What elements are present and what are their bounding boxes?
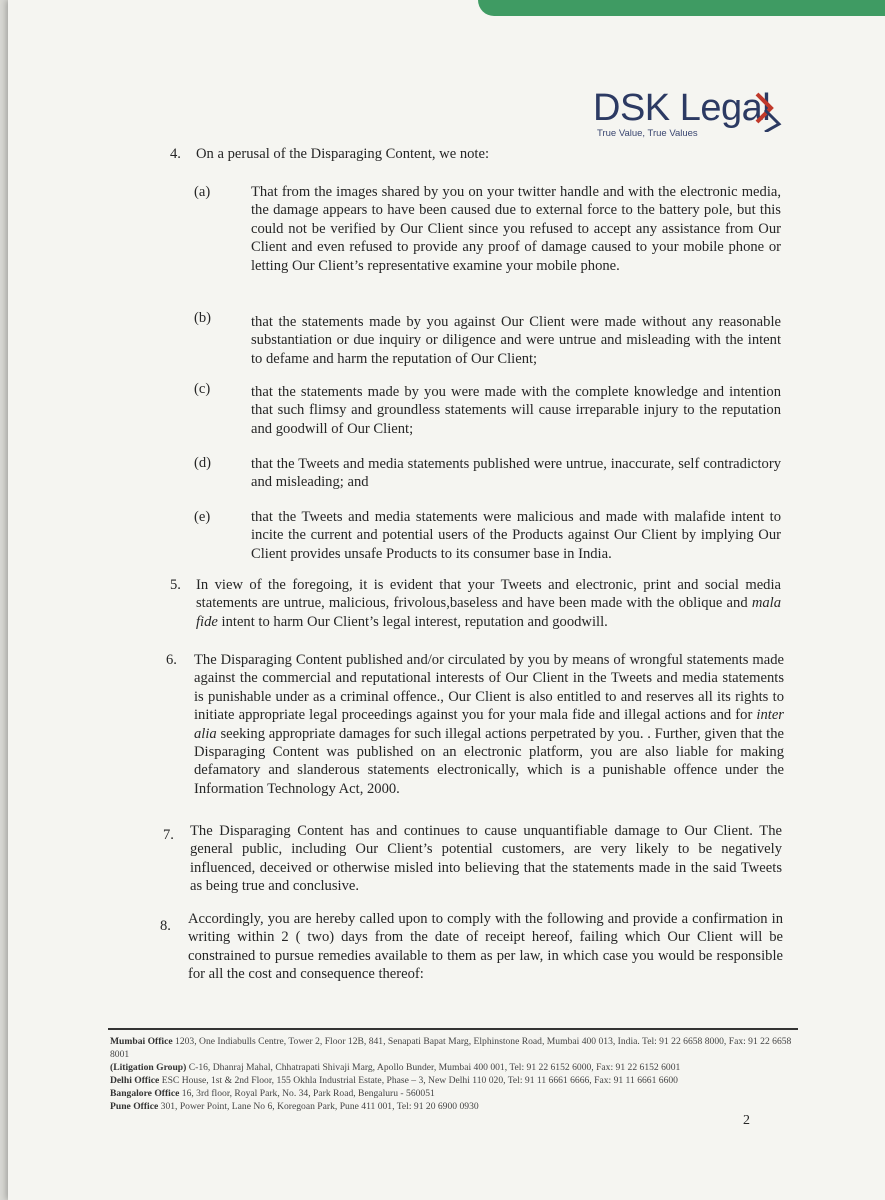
sub-item-text: That from the images shared by you on your twitter handle and with the electronic media, the damage appears to have been caused due to external force to the battery pole, but this could not be verified by Our Client since you refused to accept any assistance from Our Client and even refused to provide any proof of damage caused to your mobile phone or letting Our Client’s representative examine your mobile phone.: [251, 184, 781, 274]
sub-item-label: (b): [194, 310, 212, 326]
office-addresses: [110, 1035, 800, 1113]
litigation-group-address: (Litigation Group) C-16, Dhanraj Mahal, Chhatrapati Shivaji Marg, Apollo Bunder, Mumbai 400 001, Tel: 91 22 6152 6000, Fax: 91 22 6152 6001: [110, 1062, 681, 1073]
logo-name: DSK Legal: [593, 87, 771, 129]
item-text: The Disparaging Content published and/or circulated by you by means of wrongful statements made against the commercial and reputational interests of Our Client in the Tweets and media statements is punishable under as a criminal offence., Our Client is also entitled to and reserves all its rights to initiate appropriate legal proceedings against you for your mala fide and illegal actions and for inter alia seeking appropriate damages for such illegal actions perpetrated by you. . Further, given that the Disparaging Content was published on an electronic platform, you are also liable for making defamatory and slanderous statements electronically, which is a punishable offence under the Information Technology Act, 2000.: [194, 652, 784, 797]
item-number: 7.: [163, 827, 174, 843]
letter-body: [8, 0, 885, 1200]
item-text: Accordingly, you are hereby called upon to comply with the following and provide a confirmation in writing within 2 ( two) days from the date of receipt hereof, failing which Our Client will be constrained to pursue remedies available to them as per law, in which case you would be responsible for all the cost and consequence thereof:: [188, 911, 783, 983]
item-text: In view of the foregoing, it is evident that your Tweets and electronic, print and social media statements are untrue, malicious, frivolous,baseless and have been made with the oblique and mala fide intent to harm Our Client’s legal interest, reputation and goodwill.: [196, 577, 781, 630]
page-number: 2: [743, 1113, 750, 1128]
sub-item-label: (d): [194, 455, 212, 471]
item-number: 6.: [166, 652, 177, 668]
sub-item-text: that the statements made by you were made with the complete knowledge and intention that such flimsy and groundless statements will cause irreparable injury to the reputation and goodwill of Our Client;: [251, 384, 781, 437]
bangalore-office-address: Bangalore Office 16, 3rd floor, Royal Park, No. 34, Park Road, Bengaluru - 560051: [110, 1088, 435, 1099]
item-text: The Disparaging Content has and continues to cause unquantifiable damage to Our Client. The general public, including Our Client’s potential customers, are very likely to be negatively influenced, deceived or otherwise misled into believing that the statements made in the said Tweets as being true and conclusive.: [190, 823, 782, 895]
footer-divider: [108, 1028, 798, 1030]
sub-item-label: (c): [194, 381, 211, 397]
item-text: On a perusal of the Disparaging Content, we note:: [196, 146, 490, 162]
sub-item-label: (e): [194, 509, 211, 525]
logo-tagline: True Value, True Values: [597, 128, 698, 139]
sub-item-text: that the statements made by you against Our Client were made without any reasonable substantiation or due inquiry or diligence and were untrue and misleading with the intent to defame and harm the reputation of Our Client;: [251, 314, 781, 367]
sub-item-text: that the Tweets and media statements were malicious and made with malafide intent to incite the current and potential users of the Products against Our Client by implying Our Client provides unsafe Products to its consumer base in India.: [251, 509, 781, 562]
delhi-office-address: Delhi Office ESC House, 1st & 2nd Floor, 155 Okhla Industrial Estate, Phase – 3, New Delhi 110 020, Tel: 91 11 6661 6666, Fax: 91 11 6661 6600: [110, 1075, 678, 1086]
item-number: 4.: [170, 146, 181, 162]
sub-item-text: that the Tweets and media statements published were untrue, inaccurate, self contradictory and misleading; and: [251, 456, 781, 491]
sub-item-label: (a): [194, 184, 211, 200]
item-number: 5.: [170, 577, 181, 593]
mumbai-office-address: Mumbai Office 1203, One Indiabulls Centre, Tower 2, Floor 12B, 841, Senapati Bapat Marg, Elphinstone Road, Mumbai 400 013, India. Tel: 91 22 6658 8000, Fax: 91 22 6658 8001: [110, 1036, 792, 1060]
pune-office-address: Pune Office 301, Power Point, Lane No 6, Koregoan Park, Pune 411 001, Tel: 91 20 6900 0930: [110, 1101, 479, 1112]
item-number: 8.: [160, 918, 171, 934]
document-page: [8, 0, 885, 1200]
